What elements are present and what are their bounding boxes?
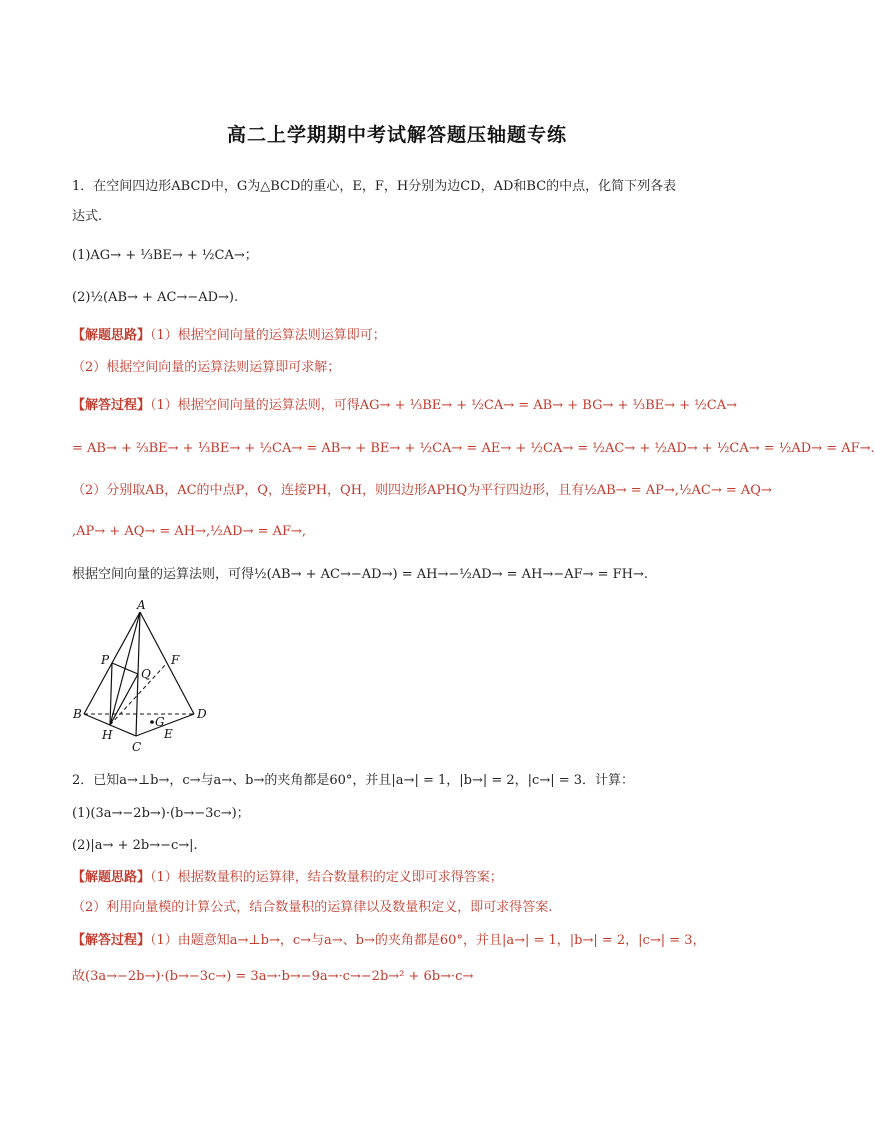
q2-part-1: (1)(3a→−2b→)·(b→−3c→)； — [72, 806, 250, 821]
q1-part-2: (2)½(AB→ + AC→−AD→). — [72, 290, 239, 305]
label-P: P — [101, 653, 110, 667]
q1-proc-3: （2）分别取AB，AC的中点P，Q，连接PH，QH，则四边形APHQ为平行四边形，且有½AB→ = AP→,½AC→ = AQ→ — [72, 483, 772, 498]
q2-proc-1: （1）由题意知a→⊥b→，c→与a→、b→的夹角都是60°，并且|a→| = 1，|b→| = 2，|c→| = 3， — [150, 933, 706, 948]
q1-proc-5: 根据空间向量的运算法则，可得½(AB→ + AC→−AD→) = AH→−½AD→ = AH→−AF→ = FH→. — [72, 567, 649, 582]
q2-proc-2: 故(3a→−2b→)·(b→−3c→) = 3a→·b→−9a→·c→−2b→² + 6b→·c→ — [72, 969, 474, 984]
q1-idea-row — [72, 327, 732, 345]
label-Q: Q — [141, 667, 151, 681]
label-B: B — [73, 707, 82, 721]
q2-proc-row — [72, 932, 732, 950]
label-G: G — [155, 715, 165, 729]
page-title: 高二上学期期中考试解答题压轴题专练 — [226, 124, 567, 146]
q1-proc-1: （1）根据空间向量的运算法则，可得AG→ + ⅓BE→ + ½CA→ = AB→ + BG→ + ⅓BE→ + ½CA→ — [150, 398, 738, 413]
q1-idea-2: （2）根据空间向量的运算法则运算即可求解； — [72, 360, 341, 375]
q1-proc-label: 【解答过程】 — [72, 398, 151, 413]
q2-idea-1: （1）根据数量积的运算律，结合数量积的定义即可求得答案； — [150, 870, 503, 885]
q2-idea-2: （2）利用向量模的计算公式，结合数量积的运算律以及数量积定义，即可求得答案. — [72, 900, 553, 915]
q1-part-1: (1)AG→ + ⅓BE→ + ½CA→； — [72, 248, 258, 263]
label-F: F — [171, 653, 180, 667]
tetrahedron-figure — [64, 598, 234, 758]
label-E: E — [164, 727, 173, 741]
label-C: C — [132, 740, 142, 754]
q2-idea-label: 【解题思路】 — [72, 870, 151, 885]
label-D: D — [197, 707, 207, 721]
line-PQ — [112, 663, 138, 674]
q1-idea-1: （1）根据空间向量的运算法则运算即可； — [150, 328, 386, 343]
line-HP — [110, 663, 112, 725]
q1-proc-4: ,AP→ + AQ→ = AH→,½AD→ = AF→, — [72, 524, 307, 539]
q2-part-2: (2)|a→ + 2b→−c→|. — [72, 838, 198, 853]
q1-proc-row — [72, 397, 738, 415]
q2-stem: 2．已知a→⊥b→，c→与a→、b→的夹角都是60°，并且|a→| = 1，|b→| = 2，|c→| = 3．计算： — [72, 773, 635, 788]
q1-idea-label: 【解题思路】 — [72, 328, 151, 343]
q1-stem-line-1: 1．在空间四边形ABCD中，G为△BCD的重心，E，F，H分别为边CD，AD和BC的中点，化简下列各表 — [72, 179, 677, 194]
q2-proc-label: 【解答过程】 — [72, 933, 151, 948]
q2-idea-row — [72, 869, 732, 887]
q1-proc-2: = AB→ + ⅔BE→ + ⅓BE→ + ½CA→ = AB→ + BE→ + ½CA→ = AE→ + ½CA→ = ½AC→ + ½AD→ + ½CA→ = ½AD→ = AF→. — [72, 441, 875, 456]
point-G — [150, 720, 154, 724]
label-H: H — [102, 728, 113, 742]
label-A: A — [137, 598, 146, 612]
q1-stem-line-2: 达式. — [72, 209, 103, 224]
line-HQ — [110, 674, 138, 725]
